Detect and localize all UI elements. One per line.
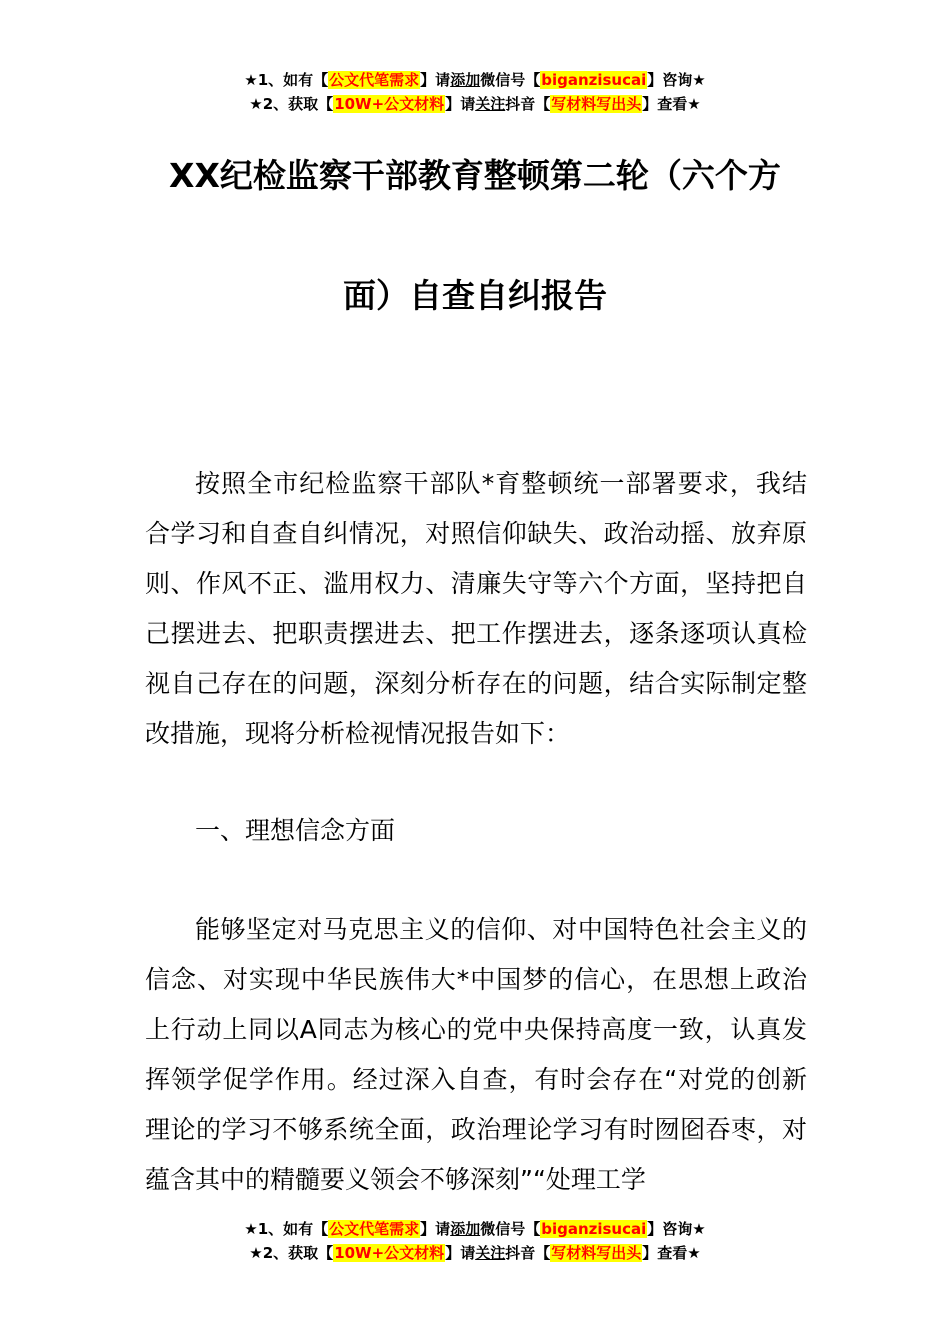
promo-line-2 — [0, 92, 950, 116]
footer-promo-banner — [0, 1217, 950, 1265]
promo-highlight-wechat: biganzisucai — [541, 1220, 647, 1238]
promo-highlight: 公文代笔需求 — [329, 71, 420, 89]
promo-underlined: 关注 — [475, 95, 506, 113]
section-body-ideals: 能够坚定对马克思主义的信仰、对中国特色社会主义的信念、对实现中华民族伟大*中国梦的信心，在思想上政治上行动上同以A同志为核心的党中央保持高度一致，认真发挥领学促学作用。经过深入自查，有时会存在“对党的创新理论的学习不够系统全面，政治理论学习有时囫囵吞枣，对蕴含其中的精髓要义领会不够深刻”“处理工学 — [145, 915, 807, 1194]
promo-text: ★1、如有【 — [244, 1220, 329, 1238]
promo-line-2 — [0, 1241, 950, 1265]
promo-highlight: 公文代笔需求 — [329, 1220, 420, 1238]
promo-text: 抖音【 — [505, 95, 551, 113]
header-promo-banner — [0, 68, 950, 116]
promo-text: 微信号【 — [480, 71, 541, 89]
intro-paragraph: 按照全市纪检监察干部队*育整顿统一部署要求，我结合学习和自查自纠情况，对照信仰缺失、政治动摇、放弃原则、作风不正、滥用权力、清廉失守等六个方面，坚持把自己摆进去、把职责摆进去、把工作摆进去，逐条逐项认真检视自己存在的问题，深刻分析存在的问题，结合实际制定整改措施，现将分析检视情况报告如下： — [145, 469, 807, 748]
promo-highlight-douyin: 写材料写出头 — [551, 95, 642, 113]
promo-underlined: 添加 — [450, 1220, 481, 1238]
promo-highlight-douyin: 写材料写出头 — [551, 1244, 642, 1262]
promo-text: ★1、如有【 — [244, 71, 329, 89]
promo-underlined: 关注 — [475, 1244, 506, 1262]
promo-highlight: 10W+公文材料 — [334, 95, 445, 113]
section-heading-ideals: 一、理想信念方面 — [195, 816, 396, 845]
promo-underlined: 添加 — [450, 71, 481, 89]
promo-text: 】查看★ — [642, 95, 701, 113]
document-title-line-2: 面）自查自纠报告 — [343, 276, 607, 315]
promo-text: 】请 — [445, 1244, 476, 1262]
promo-text: 】咨询★ — [647, 71, 706, 89]
promo-text: 微信号【 — [480, 1220, 541, 1238]
document-title-line-1: XX纪检监察干部教育整顿第二轮（六个方 — [169, 156, 781, 195]
promo-text: 】请 — [420, 1220, 451, 1238]
promo-text: 】请 — [445, 95, 476, 113]
promo-line-1 — [0, 1217, 950, 1241]
promo-text: 抖音【 — [505, 1244, 551, 1262]
promo-text: 】咨询★ — [647, 1220, 706, 1238]
promo-text: ★2、获取【 — [249, 95, 334, 113]
promo-text: 】查看★ — [642, 1244, 701, 1262]
promo-text: 】请 — [420, 71, 451, 89]
promo-highlight-wechat: biganzisucai — [541, 71, 647, 89]
promo-text: ★2、获取【 — [249, 1244, 334, 1262]
promo-line-1 — [0, 68, 950, 92]
promo-highlight: 10W+公文材料 — [334, 1244, 445, 1262]
